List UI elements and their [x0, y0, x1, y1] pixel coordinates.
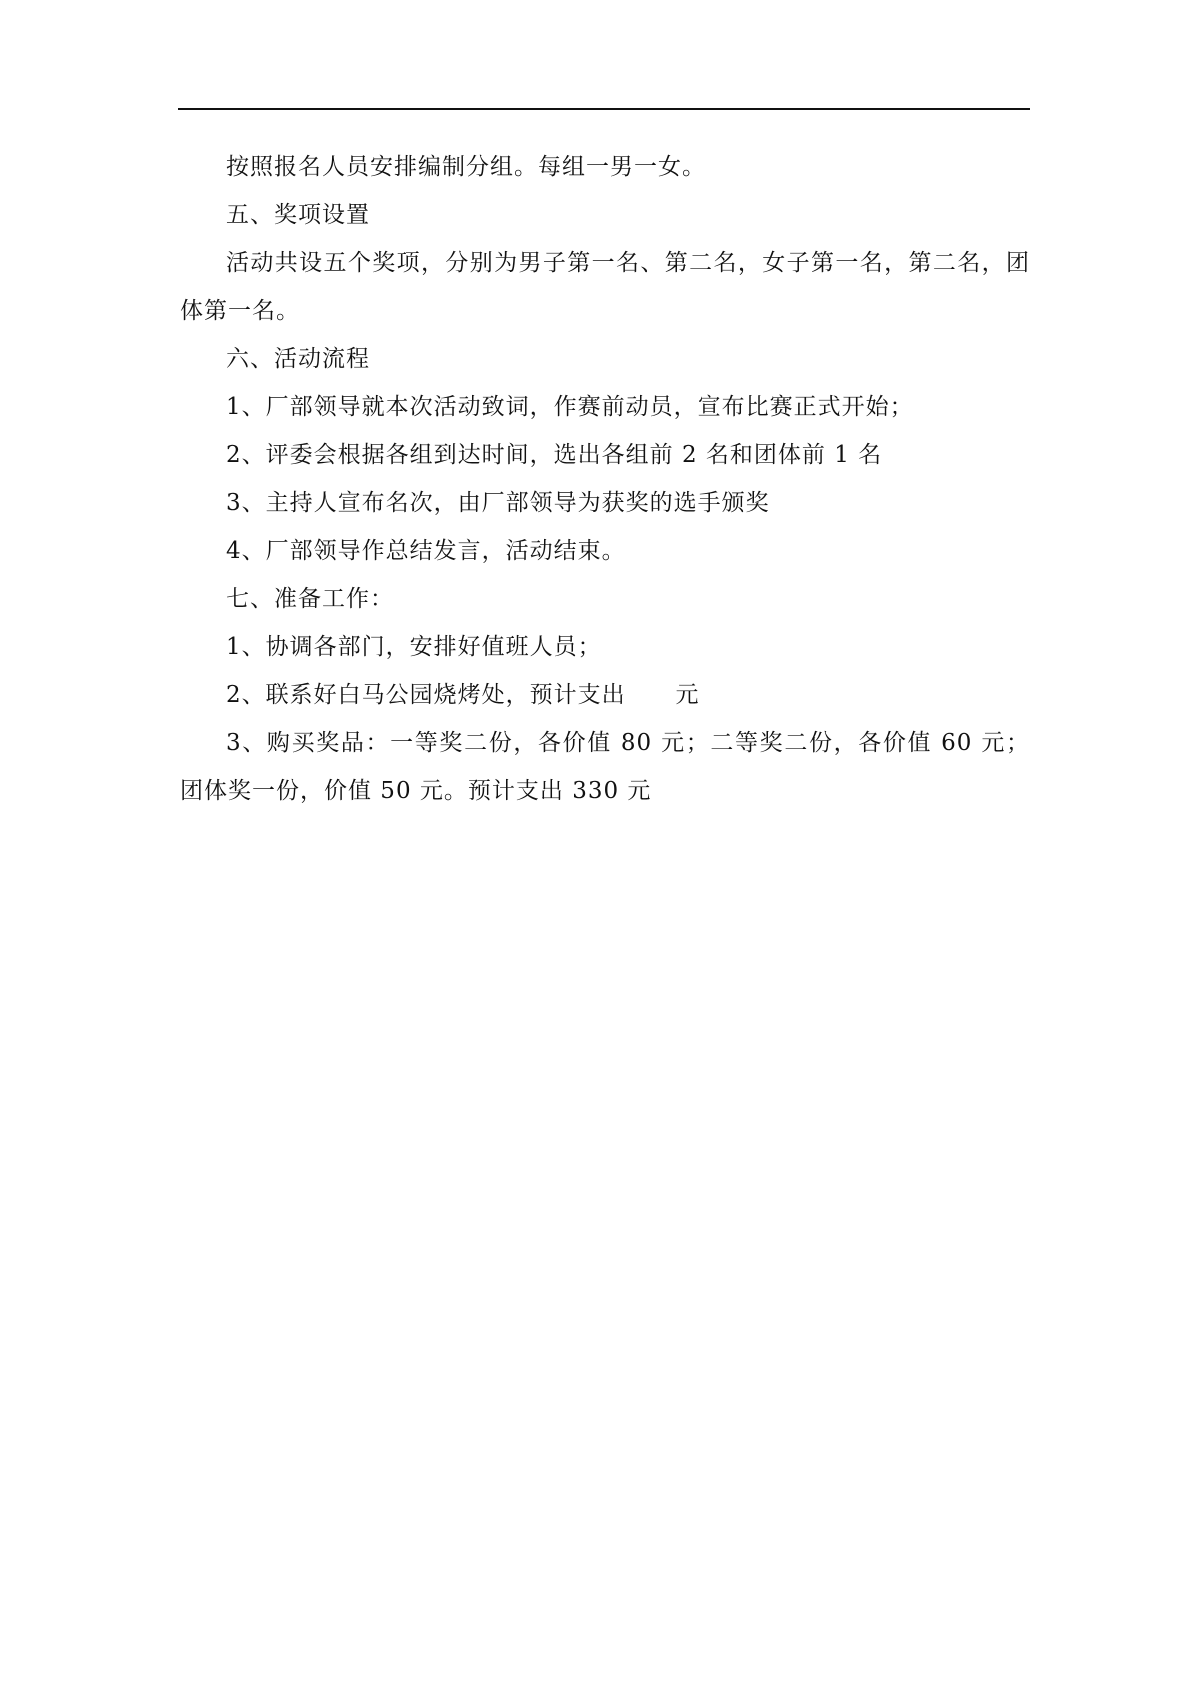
process-step-3: 3、主持人宣布名次，由厂部领导为获奖的选手颁奖 — [226, 490, 770, 516]
heading-awards: 五、奖项设置 — [226, 202, 370, 228]
heading-preparation: 七、准备工作： — [226, 586, 394, 612]
process-step-2: 2、评委会根据各组到达时间，选出各组前 2 名和团体前 1 名 — [226, 442, 883, 468]
preparation-item-3: 3、购买奖品：一等奖二份，各价值 80 元；二等奖二份，各价值 60 元；团体奖一份，价值 50 元。预计支出 330 元 — [180, 730, 1030, 804]
process-step-4: 4、厂部领导作总结发言，活动结束。 — [226, 538, 626, 564]
heading-activity-process: 六、活动流程 — [226, 346, 370, 372]
header-rule — [178, 108, 1030, 110]
preparation-item-1: 1、协调各部门，安排好值班人员； — [226, 634, 602, 660]
preparation-item-2: 2、联系好白马公园烧烤处，预计支出 元 — [226, 682, 700, 708]
document-body — [180, 143, 1030, 815]
paragraph-grouping: 按照报名人员安排编制分组。每组一男一女。 — [226, 154, 706, 180]
paragraph-awards: 活动共设五个奖项，分别为男子第一名、第二名，女子第一名，第二名，团体第一名。 — [180, 250, 1030, 324]
process-step-1: 1、厂部领导就本次活动致词，作赛前动员，宣布比赛正式开始； — [226, 394, 914, 420]
